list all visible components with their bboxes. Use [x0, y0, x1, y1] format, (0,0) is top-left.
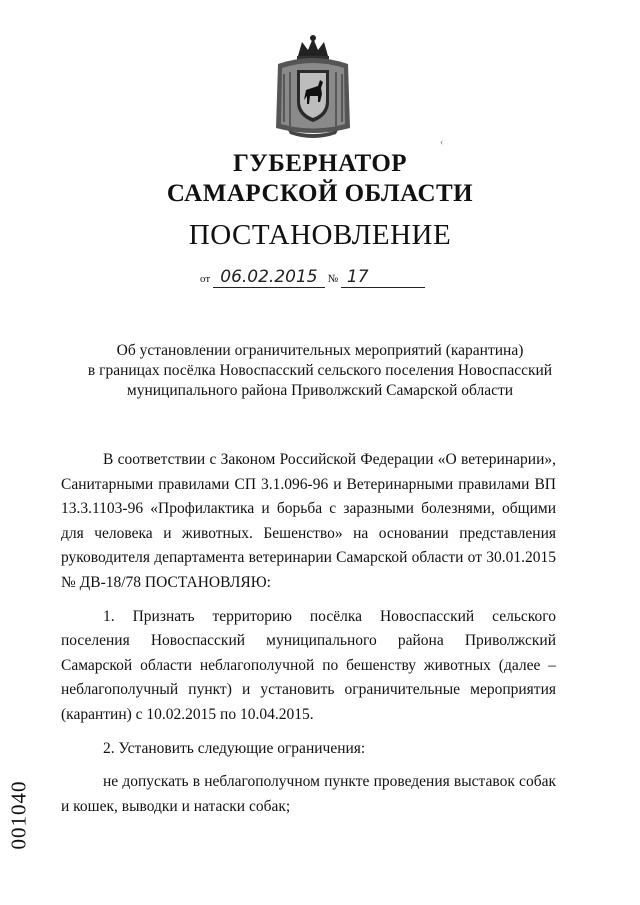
subject-line: в границах посёлка Новоспасский сельского поселения Новоспасский: [87, 362, 553, 379]
subject-line: муниципального района Приволжский Самарской области: [126, 382, 514, 399]
coat-of-arms-emblem: [270, 34, 356, 140]
scan-mark: ‹: [440, 137, 444, 148]
handwritten-date: 06.02.2015: [220, 267, 318, 287]
side-stamp: [4, 770, 34, 860]
body-paragraph-item-1: 1. Признать территорию посёлка Новоспасский сельского поселения Новоспасский муниципального района Приволжский Самарской области неблагополучной по бешенству животных (далее – неблагополучный пункт) и установить ограничительные мероприятия (карантин) с 10.02.2015 по 10.04.2015.: [61, 607, 556, 723]
document-body: [61, 448, 556, 819]
header-line-1: ГУБЕРНАТОР: [232, 150, 408, 177]
document-subject: [0, 341, 640, 401]
body-paragraph-item-2: 2. Установить следующие ограничения:: [103, 739, 366, 757]
body-paragraph-preamble: В соответствии с Законом Российской Федерации «О ветеринарии», Санитарными правилами СП 3.1.096-96 и Ветеринарными правилами ВП 13.3.1103-96 «Профилактика и борьба с заразными болезнями, общими для человека и животных. Бешенство» на основании представления руководителя департамента ветеринарии Самарской области от 30.01.2015 № ДВ-18/78 ПОСТАНОВЛЯЮ:: [61, 451, 556, 591]
header-line-2: САМАРСКОЙ ОБЛАСТИ: [166, 180, 474, 207]
date-number-line: [200, 267, 425, 288]
subject-line: Об установлении ограничительных мероприятий (карантина): [116, 342, 524, 359]
body-paragraph-restriction: не допускать в неблагополучном пункте проведения выставок собак и кошек, выводки и натаски собак;: [61, 773, 556, 815]
side-stamp-number: 001040: [6, 780, 31, 850]
document-type-title: ПОСТАНОВЛЕНИЕ: [188, 219, 452, 251]
handwritten-number: 17: [346, 267, 369, 287]
date-from-label: от: [200, 273, 211, 285]
number-label: №: [327, 273, 339, 285]
